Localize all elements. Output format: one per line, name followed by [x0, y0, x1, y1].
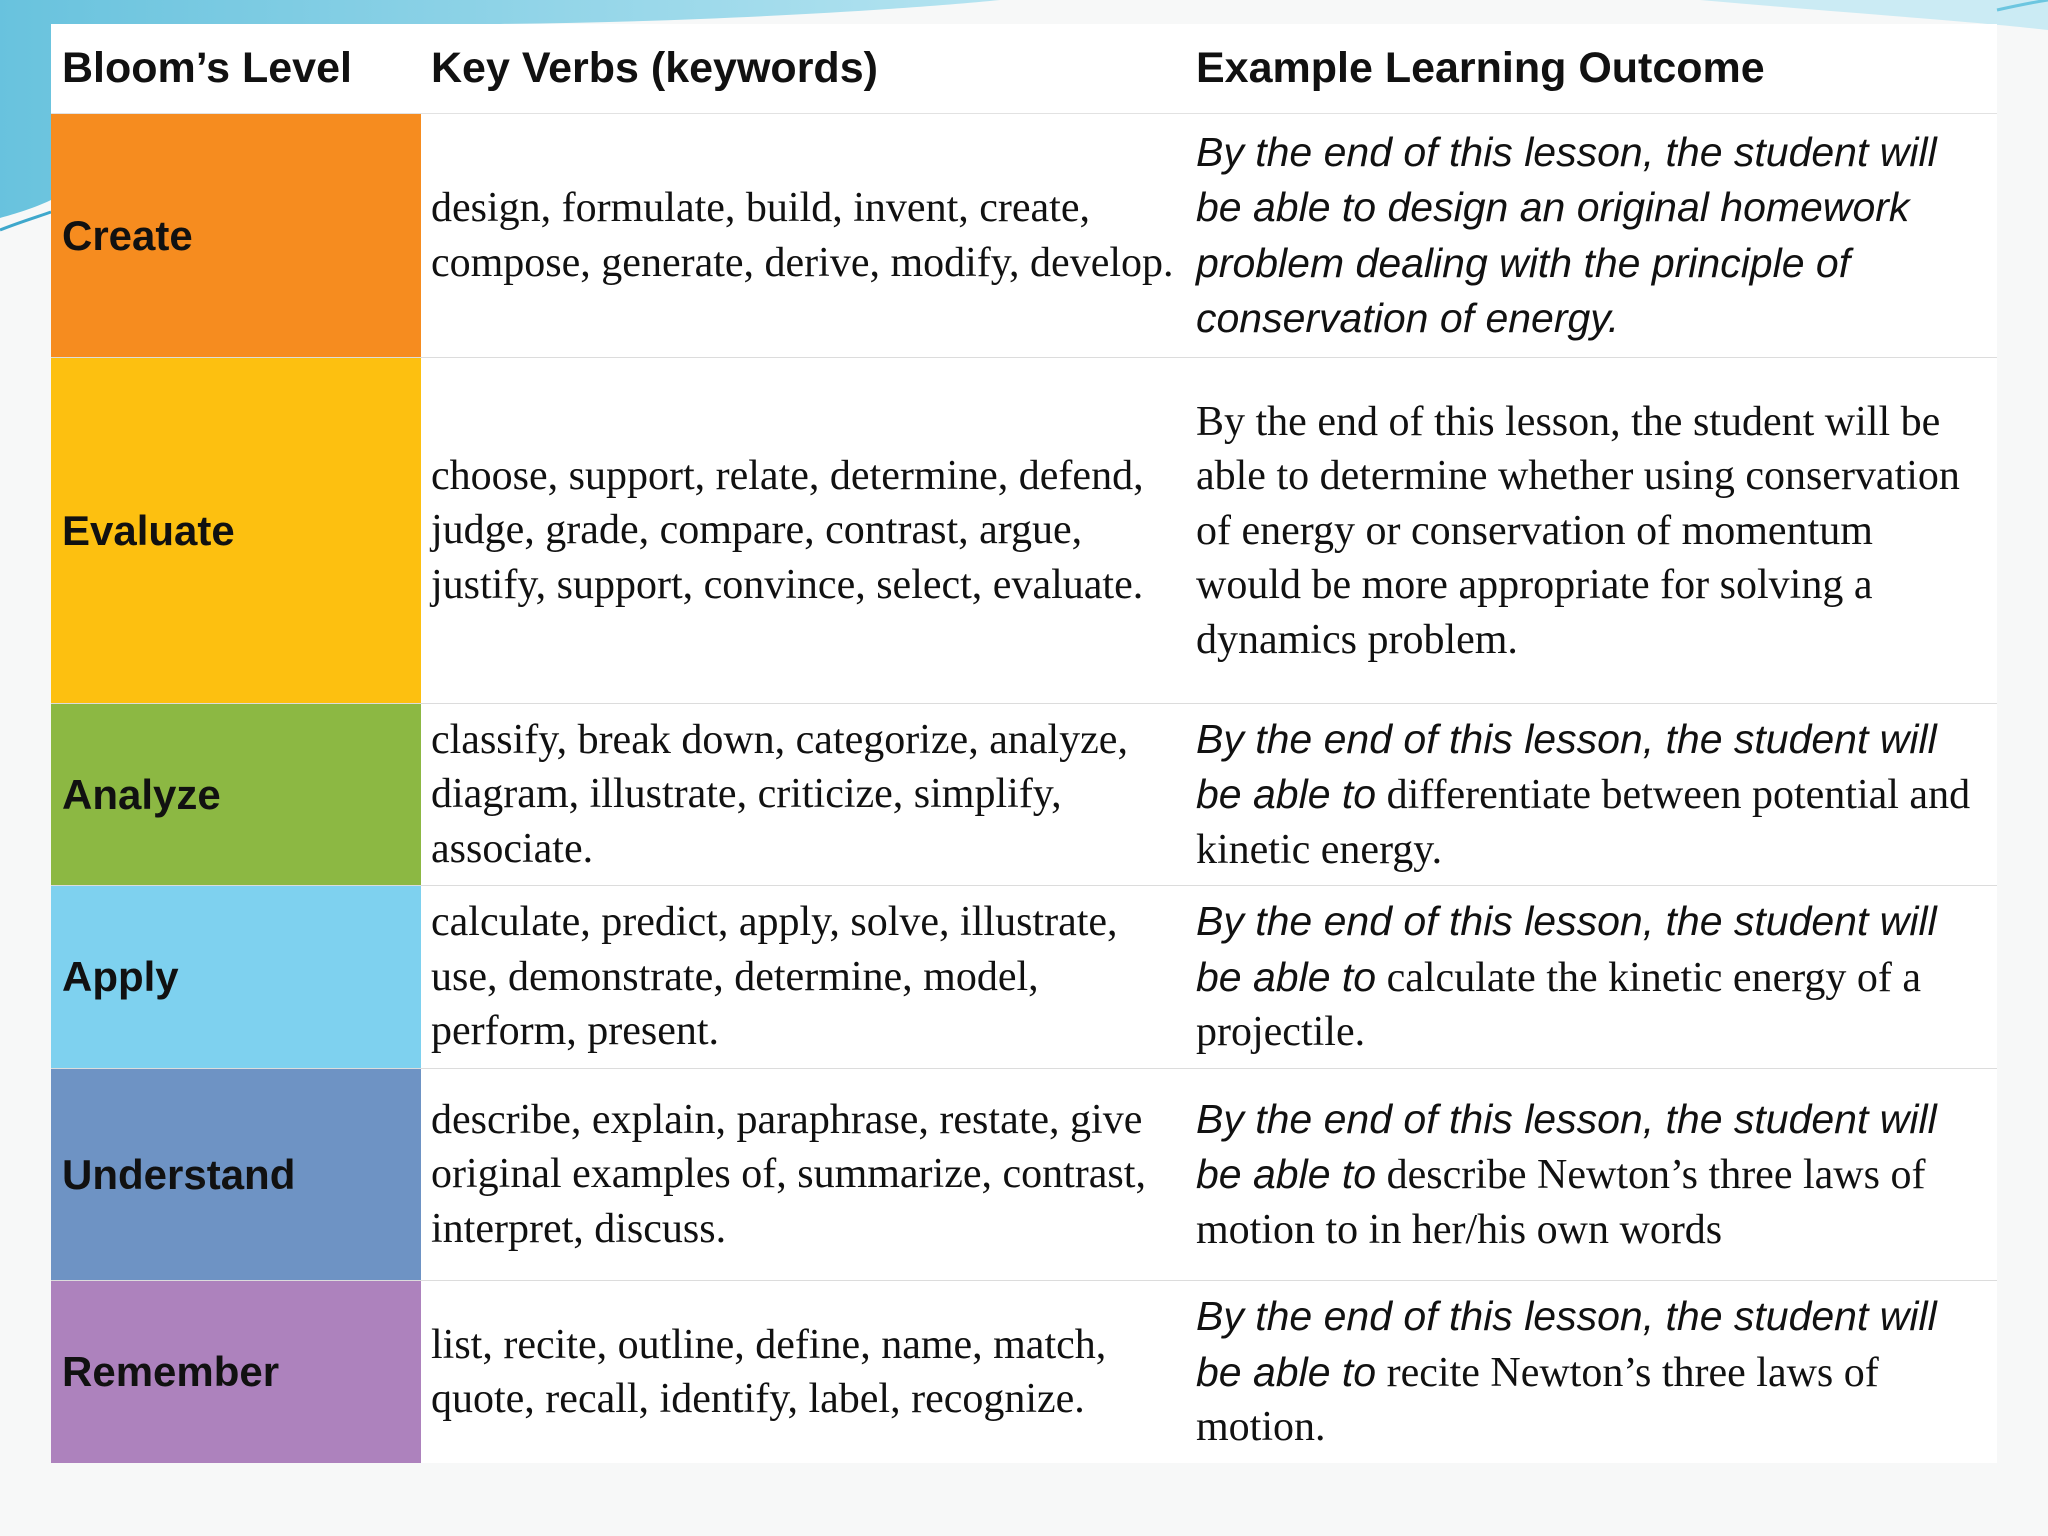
outcome-cell: [1186, 1281, 1997, 1463]
outcome-italic-text: By the end of this lesson, the student will be able to: [1196, 898, 1937, 1000]
outcome-cell: [1186, 1069, 1997, 1280]
outcome-italic-text: By the end of this lesson, the student will be able to: [1196, 1095, 1937, 1198]
outcome-plain-text: calculate the kinetic energy of a projectile.: [1196, 954, 1922, 1056]
table-row-analyze: [51, 704, 1997, 886]
verbs-text: classify, break down, categorize, analyze, diagram, illustrate, criticize, simplify, associate.: [431, 716, 1128, 872]
verbs-text: list, recite, outline, define, name, match, quote, recall, identify, label, recognize.: [431, 1321, 1107, 1422]
outcome-plain-text: differentiate between potential and kinetic energy.: [1196, 772, 1971, 873]
outcome-italic-text: By the end of this lesson, the student will be able to: [1196, 1293, 1937, 1395]
header-blooms-level: Bloom’s Level: [62, 44, 352, 92]
level-label: Remember: [62, 1348, 280, 1395]
level-label: Analyze: [62, 770, 221, 818]
outcome-cell: [1186, 358, 1997, 703]
outcome-plain-text: describe Newton’s three laws of motion to in her/his own words: [1196, 1152, 1926, 1253]
verbs-text: describe, explain, paraphrase, restate, give original examples of, summarize, contrast, interpret, discuss.: [431, 1096, 1146, 1252]
verbs-text: calculate, predict, apply, solve, illustrate, use, demonstrate, determine, model, perform, present.: [431, 899, 1118, 1055]
header-example-outcome: Example Learning Outcome: [1196, 44, 1765, 92]
table-row-evaluate: [51, 358, 1997, 704]
verbs-text: choose, support, relate, determine, defend, judge, grade, compare, contrast, argue, justify, support, convince, select, evaluate.: [431, 452, 1144, 608]
verbs-cell: [421, 886, 1186, 1068]
outcome-cell: [1186, 114, 1997, 357]
outcome-cell: [1186, 886, 1997, 1068]
level-label: Understand: [62, 1150, 296, 1198]
outcome-plain-text: By the end of this lesson, the student will be able to determine whether using conservation of energy or conservation of momentum would be more appropriate for solving a dynamics problem.: [1196, 398, 1960, 663]
level-cell: [51, 114, 421, 357]
level-label: Evaluate: [62, 506, 235, 554]
level-cell: [51, 1281, 421, 1463]
level-label: Apply: [62, 953, 179, 1000]
outcome-italic-text: By the end of this lesson, the student will be able to: [1196, 715, 1937, 818]
verbs-cell: [421, 704, 1186, 885]
table-row-create: [51, 114, 1997, 358]
outcome-plain-text: recite Newton’s three laws of motion.: [1196, 1349, 1879, 1451]
outcome-italic-text: By the end of this lesson, the student will be able to design an original homework problem dealing with the principle of conservation of energy.: [1196, 128, 1937, 341]
verbs-cell: [421, 1281, 1186, 1463]
verbs-cell: [421, 358, 1186, 703]
table-row-remember: [51, 1281, 1997, 1463]
outcome-cell: [1186, 704, 1997, 885]
table-row-apply: [51, 886, 1997, 1069]
blooms-taxonomy-table: [51, 24, 1997, 1463]
level-cell: [51, 1069, 421, 1280]
table-row-understand: [51, 1069, 1997, 1281]
verbs-cell: [421, 1069, 1186, 1280]
table-header: [51, 24, 1997, 114]
level-cell: [51, 704, 421, 885]
verbs-cell: [421, 114, 1186, 357]
level-cell: [51, 886, 421, 1068]
header-key-verbs: Key Verbs (keywords): [431, 44, 878, 92]
level-cell: [51, 358, 421, 703]
level-label: Create: [62, 211, 193, 259]
verbs-text: design, formulate, build, invent, create, compose, generate, derive, modify, develop.: [431, 185, 1174, 286]
